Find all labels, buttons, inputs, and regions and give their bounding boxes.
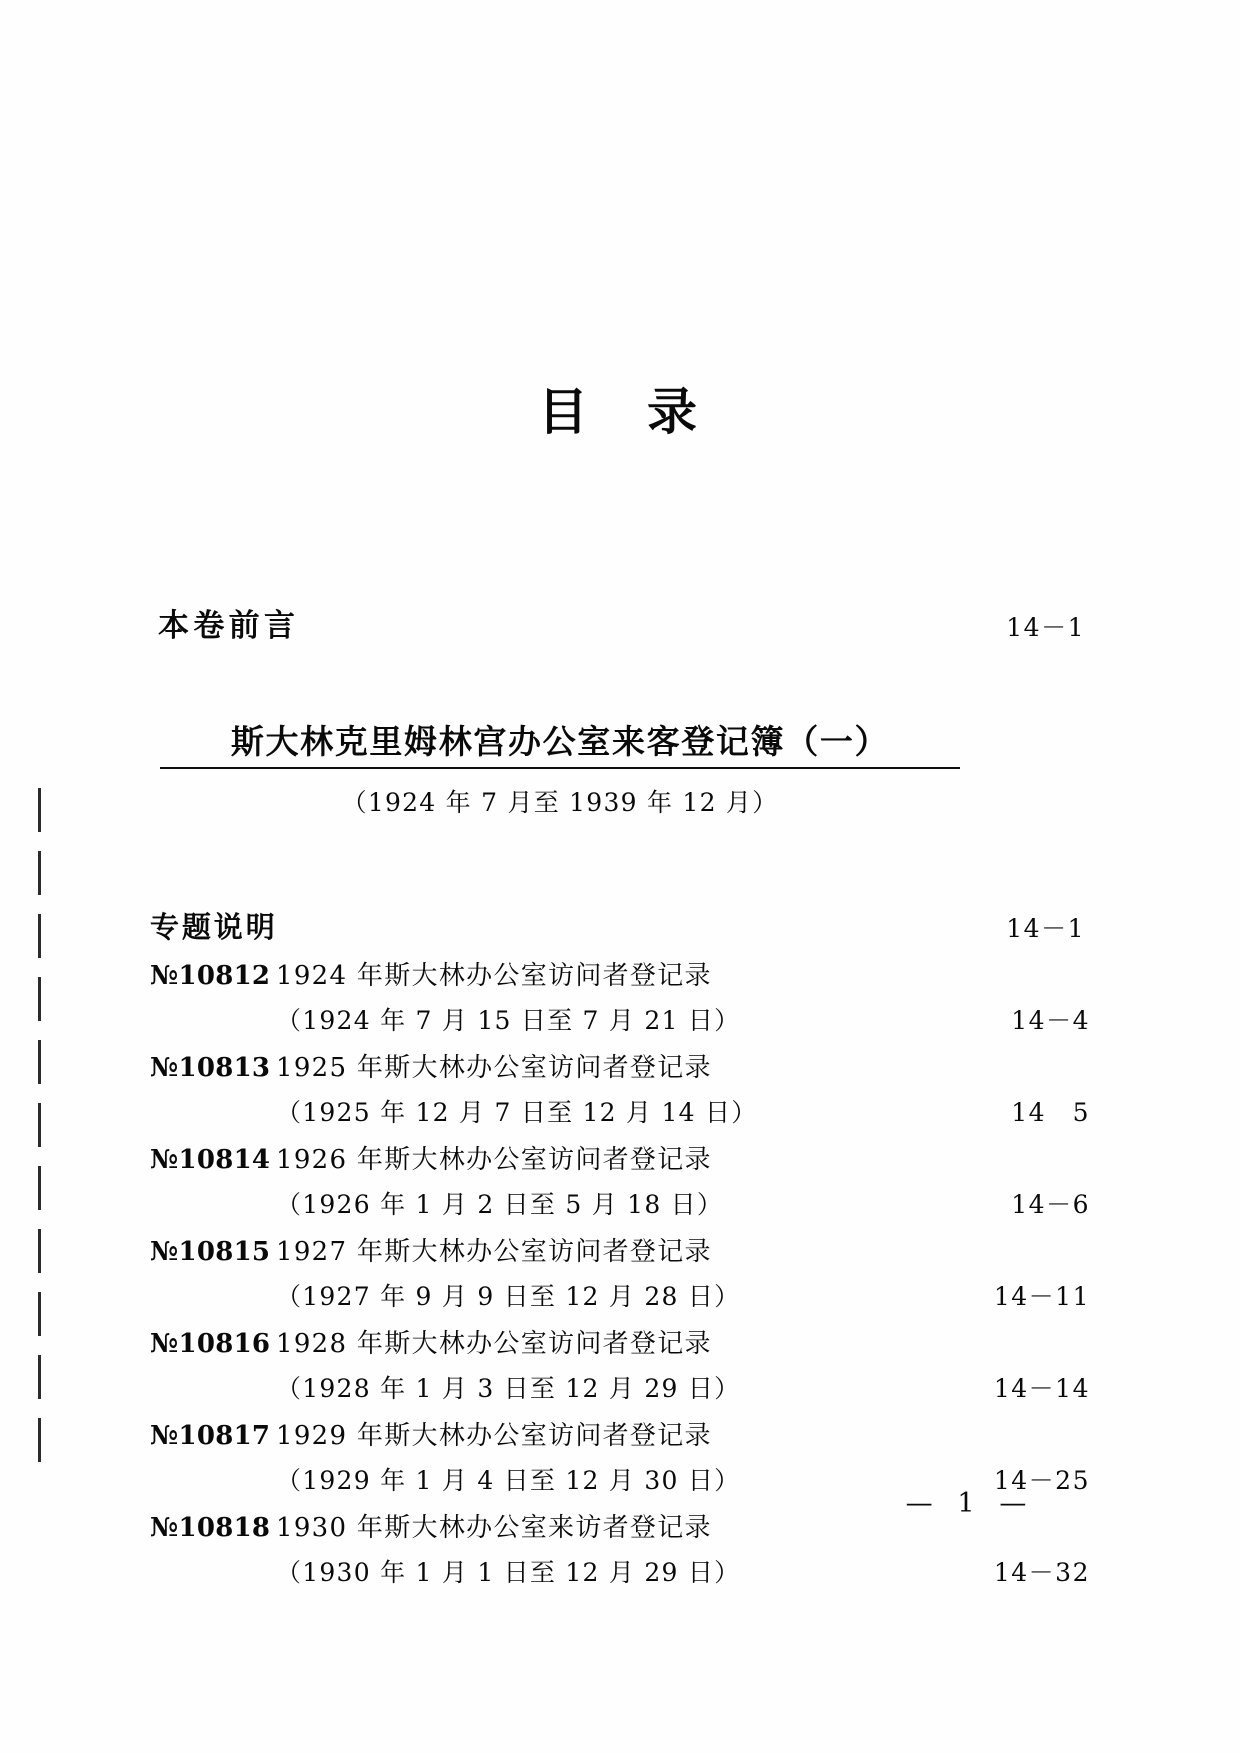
- entry-date-range: （1928 年 1 月 3 日至 12 月 29 日）: [276, 1374, 741, 1403]
- entry-subline: [150, 1185, 1090, 1221]
- section-heading-title: 斯大林克里姆林宫办公室来客登记簿（一）: [230, 722, 890, 761]
- entry-title: 1928 年斯大林办公室访问者登记录: [276, 1329, 712, 1359]
- entry-date-range: （1929 年 1 月 4 日至 12 月 30 日）: [276, 1466, 741, 1495]
- entry-subline: [150, 1001, 1090, 1037]
- entry-date-range: （1927 年 9 月 9 日至 12 月 28 日）: [276, 1282, 741, 1311]
- entry-number: №10812: [150, 961, 271, 991]
- entry-headline: [150, 1231, 1090, 1268]
- entry-number: №10813: [150, 1053, 271, 1083]
- dot-leader: [278, 921, 979, 937]
- page-title: [0, 372, 1240, 444]
- list-item[interactable]: [150, 1139, 1090, 1221]
- entry-page: 14－4: [1011, 1006, 1090, 1035]
- list-item[interactable]: [150, 955, 1090, 1037]
- list-item[interactable]: [150, 1323, 1090, 1405]
- scan-margin-rule-artifact: [38, 788, 42, 1478]
- entry-date-range: （1926 年 1 月 2 日至 5 月 18 日）: [276, 1190, 724, 1219]
- section-heading-block: [160, 716, 960, 819]
- toc-entry-preface-label: 本卷前言: [158, 608, 300, 644]
- dot-leader: [756, 1473, 984, 1489]
- list-item[interactable]: [150, 1507, 1090, 1589]
- entry-page: 14－6: [1011, 1190, 1090, 1219]
- entry-number: №10816: [150, 1329, 271, 1359]
- entry-subline: [150, 1093, 1090, 1129]
- entry-number: №10814: [150, 1145, 271, 1175]
- dot-leader: [305, 620, 979, 636]
- dot-leader: [774, 1105, 985, 1121]
- entry-title: 1930 年斯大林办公室来访者登记录: [276, 1513, 712, 1543]
- entry-headline: [150, 955, 1090, 992]
- entry-number: №10817: [150, 1421, 271, 1451]
- dot-leader: [756, 1565, 984, 1581]
- entry-date-range: （1924 年 7 月 15 日至 7 月 21 日）: [276, 1006, 741, 1035]
- entry-page: 14－25: [993, 1466, 1090, 1495]
- entry-headline: [150, 1139, 1090, 1176]
- dot-leader: [756, 1013, 984, 1029]
- toc-entry-preface-page: 14－1: [1006, 613, 1085, 642]
- entry-title: 1929 年斯大林办公室访问者登记录: [276, 1421, 712, 1451]
- dot-leader: [756, 1289, 984, 1305]
- toc-entry-topic-note[interactable]: [150, 905, 1085, 946]
- entry-number: №10815: [150, 1237, 271, 1267]
- entry-title: 1925 年斯大林办公室访问者登记录: [276, 1053, 712, 1083]
- folio-page-number: — 1 —: [905, 1488, 1035, 1519]
- entry-page: 14 5: [1011, 1098, 1090, 1127]
- entry-title: 1926 年斯大林办公室访问者登记录: [276, 1145, 712, 1175]
- entry-headline: [150, 1047, 1090, 1084]
- entry-page: 14－32: [993, 1558, 1090, 1587]
- list-item[interactable]: [150, 1415, 1090, 1497]
- entry-title: 1924 年斯大林办公室访问者登记录: [276, 961, 712, 991]
- list-item[interactable]: [150, 1047, 1090, 1129]
- section-heading-underline: [160, 767, 960, 769]
- entry-subline: [150, 1369, 1090, 1405]
- page-title-char-2: 录: [647, 383, 702, 441]
- entry-title: 1927 年斯大林办公室访问者登记录: [276, 1237, 712, 1267]
- toc-entry-topic-note-page: 14－1: [1006, 914, 1085, 943]
- dot-leader: [739, 1197, 984, 1213]
- entry-number: №10818: [150, 1513, 271, 1543]
- toc-entry-topic-note-label: 专题说明: [150, 910, 278, 944]
- dot-leader: [756, 1381, 984, 1397]
- entry-headline: [150, 1323, 1090, 1360]
- entry-headline: [150, 1415, 1090, 1452]
- section-heading-subtitle: （1924 年 7 月至 1939 年 12 月）: [341, 788, 779, 817]
- entry-subline: [150, 1277, 1090, 1313]
- page-title-char-1: 目: [538, 383, 593, 441]
- list-item[interactable]: [150, 1231, 1090, 1313]
- entry-date-range: （1930 年 1 月 1 日至 12 月 29 日）: [276, 1558, 741, 1587]
- entry-page: 14－11: [993, 1282, 1090, 1311]
- entry-date-range: （1925 年 12 月 7 日至 12 月 14 日）: [276, 1098, 758, 1127]
- entry-page: 14－14: [993, 1374, 1090, 1403]
- toc-entry-preface[interactable]: [158, 600, 1085, 645]
- entry-subline: [150, 1553, 1090, 1589]
